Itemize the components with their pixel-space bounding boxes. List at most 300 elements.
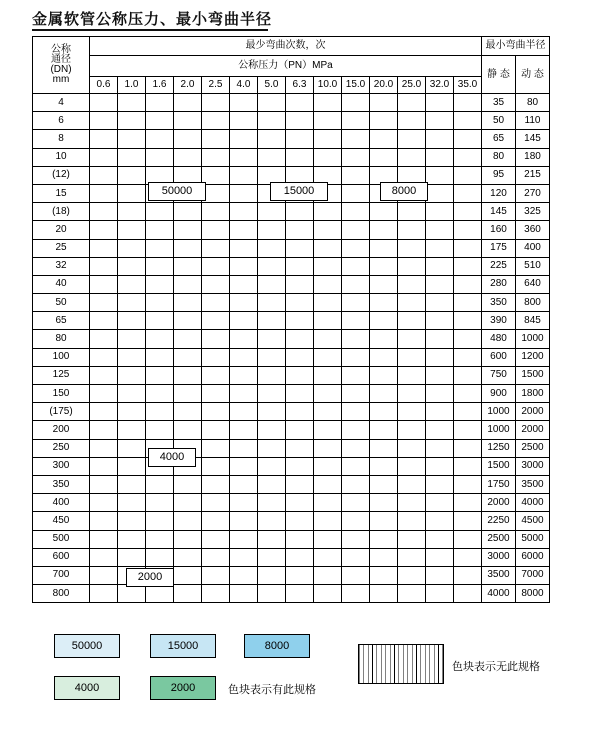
cell-r24-c12 (426, 530, 454, 548)
table-header (33, 37, 550, 94)
cell-r7-c12 (426, 221, 454, 239)
row-dn: 50 (33, 294, 90, 312)
cell-r9-c1 (118, 257, 146, 275)
row-dynamic-radius: 110 (516, 112, 550, 130)
row-dn: 65 (33, 312, 90, 330)
cell-r3-c10 (370, 148, 398, 166)
cell-r25-c10 (370, 548, 398, 566)
cell-r13-c1 (118, 330, 146, 348)
row-dn: (18) (33, 203, 90, 221)
row-static-radius: 1000 (482, 403, 516, 421)
legend-hatch-swatch (358, 644, 444, 684)
cell-r13-c7 (286, 330, 314, 348)
cell-r9-c12 (426, 257, 454, 275)
cell-r27-c7 (286, 585, 314, 603)
header-pn-0: 0.6 (90, 77, 118, 94)
row-static-radius: 95 (482, 166, 516, 184)
cell-r11-c0 (90, 294, 118, 312)
cell-r2-c9 (342, 130, 370, 148)
title-underline (32, 29, 268, 31)
cell-r17-c0 (90, 403, 118, 421)
cell-r10-c1 (118, 275, 146, 293)
cell-r6-c13 (454, 203, 482, 221)
cell-r6-c0 (90, 203, 118, 221)
cell-r1-c8 (314, 112, 342, 130)
row-dynamic-radius: 8000 (516, 585, 550, 603)
cell-r25-c12 (426, 548, 454, 566)
cell-r23-c9 (342, 512, 370, 530)
row-static-radius: 80 (482, 148, 516, 166)
row-dynamic-radius: 3500 (516, 475, 550, 493)
header-pn-2: 1.6 (146, 77, 174, 94)
cell-r27-c11 (398, 585, 426, 603)
cell-r26-c7 (286, 566, 314, 584)
cell-r7-c0 (90, 221, 118, 239)
cell-r22-c9 (342, 494, 370, 512)
legend-swatch-8000: 8000 (244, 634, 310, 658)
cell-r13-c8 (314, 330, 342, 348)
cell-r1-c10 (370, 112, 398, 130)
cell-r16-c1 (118, 385, 146, 403)
cell-r24-c11 (398, 530, 426, 548)
row-static-radius: 65 (482, 130, 516, 148)
table-row (33, 203, 550, 221)
header-row-3 (33, 77, 550, 94)
row-static-radius: 390 (482, 312, 516, 330)
cell-r3-c8 (314, 148, 342, 166)
cell-r17-c13 (454, 403, 482, 421)
cell-r25-c5 (230, 548, 258, 566)
cell-r10-c8 (314, 275, 342, 293)
cell-r21-c6 (258, 475, 286, 493)
cell-r2-c3 (174, 130, 202, 148)
table-row (33, 294, 550, 312)
cell-r7-c1 (118, 221, 146, 239)
row-dynamic-radius: 2500 (516, 439, 550, 457)
header-pn-7: 6.3 (286, 77, 314, 94)
cell-r15-c0 (90, 366, 118, 384)
cell-r15-c5 (230, 366, 258, 384)
cell-r14-c8 (314, 348, 342, 366)
cell-r8-c13 (454, 239, 482, 257)
row-dynamic-radius: 1800 (516, 385, 550, 403)
cell-r6-c11 (398, 203, 426, 221)
row-dn: 20 (33, 221, 90, 239)
cell-r11-c3 (174, 294, 202, 312)
cell-r26-c12 (426, 566, 454, 584)
cell-r18-c10 (370, 421, 398, 439)
cell-r21-c1 (118, 475, 146, 493)
cell-r10-c2 (146, 275, 174, 293)
row-dynamic-radius: 3000 (516, 457, 550, 475)
row-dn: 700 (33, 566, 90, 584)
row-dn: 600 (33, 548, 90, 566)
callout-8000: 8000 (380, 182, 428, 201)
cell-r23-c7 (286, 512, 314, 530)
cell-r3-c5 (230, 148, 258, 166)
table-row (33, 403, 550, 421)
cell-r15-c9 (342, 366, 370, 384)
row-dynamic-radius: 80 (516, 94, 550, 112)
cell-r11-c13 (454, 294, 482, 312)
legend-note-color: 色块表示有此规格 (228, 684, 316, 696)
cell-r14-c7 (286, 348, 314, 366)
header-pn-label: 公称压力（PN）MPa (90, 56, 482, 77)
cell-r4-c9 (342, 166, 370, 184)
row-dn: 25 (33, 239, 90, 257)
row-dynamic-radius: 800 (516, 294, 550, 312)
cell-r12-c11 (398, 312, 426, 330)
cell-r14-c1 (118, 348, 146, 366)
table-row (33, 330, 550, 348)
cell-r14-c13 (454, 348, 482, 366)
row-static-radius: 750 (482, 366, 516, 384)
row-static-radius: 1500 (482, 457, 516, 475)
cell-r8-c5 (230, 239, 258, 257)
cell-r21-c3 (174, 475, 202, 493)
cell-r24-c10 (370, 530, 398, 548)
cell-r8-c2 (146, 239, 174, 257)
cell-r3-c1 (118, 148, 146, 166)
header-pn-11: 25.0 (398, 77, 426, 94)
table-row (33, 457, 550, 475)
row-dynamic-radius: 145 (516, 130, 550, 148)
legend-swatch-15000: 15000 (150, 634, 216, 658)
cell-r8-c1 (118, 239, 146, 257)
cell-r25-c11 (398, 548, 426, 566)
cell-r3-c9 (342, 148, 370, 166)
cell-r4-c13 (454, 166, 482, 184)
cell-r13-c4 (202, 330, 230, 348)
cell-r3-c6 (258, 148, 286, 166)
cell-r11-c10 (370, 294, 398, 312)
row-dn: 200 (33, 421, 90, 439)
cell-r3-c7 (286, 148, 314, 166)
header-pn-10: 20.0 (370, 77, 398, 94)
cell-r5-c5 (230, 184, 258, 202)
cell-r21-c13 (454, 475, 482, 493)
table-row (33, 112, 550, 130)
row-dynamic-radius: 325 (516, 203, 550, 221)
row-static-radius: 4000 (482, 585, 516, 603)
cell-r18-c12 (426, 421, 454, 439)
cell-r27-c3 (174, 585, 202, 603)
cell-r20-c0 (90, 457, 118, 475)
row-dn: 10 (33, 148, 90, 166)
cell-r16-c6 (258, 385, 286, 403)
header-dn (33, 37, 90, 94)
cell-r12-c3 (174, 312, 202, 330)
cell-r2-c10 (370, 130, 398, 148)
cell-r24-c3 (174, 530, 202, 548)
cell-r24-c2 (146, 530, 174, 548)
cell-r10-c12 (426, 275, 454, 293)
cell-r27-c4 (202, 585, 230, 603)
cell-r11-c6 (258, 294, 286, 312)
legend (32, 634, 568, 714)
cell-r9-c3 (174, 257, 202, 275)
cell-r14-c0 (90, 348, 118, 366)
cell-r22-c6 (258, 494, 286, 512)
cell-r20-c8 (314, 457, 342, 475)
cell-r7-c3 (174, 221, 202, 239)
row-static-radius: 3000 (482, 548, 516, 566)
row-dynamic-radius: 4500 (516, 512, 550, 530)
cell-r23-c5 (230, 512, 258, 530)
cell-r25-c13 (454, 548, 482, 566)
cell-r3-c2 (146, 148, 174, 166)
row-dynamic-radius: 180 (516, 148, 550, 166)
cell-r16-c4 (202, 385, 230, 403)
cell-r10-c9 (342, 275, 370, 293)
cell-r17-c11 (398, 403, 426, 421)
cell-r19-c5 (230, 439, 258, 457)
cell-r1-c0 (90, 112, 118, 130)
cell-r23-c0 (90, 512, 118, 530)
table-row (33, 94, 550, 112)
table-row (33, 275, 550, 293)
cell-r26-c3 (174, 566, 202, 584)
row-dynamic-radius: 215 (516, 166, 550, 184)
cell-r27-c6 (258, 585, 286, 603)
table-row (33, 385, 550, 403)
cell-r11-c5 (230, 294, 258, 312)
cell-r18-c8 (314, 421, 342, 439)
row-dn: 400 (33, 494, 90, 512)
cell-r18-c13 (454, 421, 482, 439)
row-dynamic-radius: 5000 (516, 530, 550, 548)
cell-r13-c3 (174, 330, 202, 348)
spec-table (32, 36, 550, 603)
cell-r7-c2 (146, 221, 174, 239)
cell-r14-c9 (342, 348, 370, 366)
row-dn: 800 (33, 585, 90, 603)
cell-r10-c10 (370, 275, 398, 293)
cell-r6-c4 (202, 203, 230, 221)
cell-r23-c11 (398, 512, 426, 530)
cell-r9-c6 (258, 257, 286, 275)
cell-r13-c2 (146, 330, 174, 348)
header-pn-1: 1.0 (118, 77, 146, 94)
cell-r16-c11 (398, 385, 426, 403)
cell-r16-c10 (370, 385, 398, 403)
row-dn: 80 (33, 330, 90, 348)
cell-r6-c10 (370, 203, 398, 221)
callout-50000: 50000 (148, 182, 206, 201)
cell-r9-c9 (342, 257, 370, 275)
cell-r21-c8 (314, 475, 342, 493)
cell-r4-c12 (426, 166, 454, 184)
cell-r6-c7 (286, 203, 314, 221)
cell-r23-c8 (314, 512, 342, 530)
row-dn: 150 (33, 385, 90, 403)
cell-r2-c4 (202, 130, 230, 148)
cell-r17-c8 (314, 403, 342, 421)
cell-r1-c12 (426, 112, 454, 130)
cell-r16-c7 (286, 385, 314, 403)
cell-r23-c10 (370, 512, 398, 530)
cell-r6-c6 (258, 203, 286, 221)
row-dynamic-radius: 845 (516, 312, 550, 330)
cell-r23-c6 (258, 512, 286, 530)
cell-r20-c1 (118, 457, 146, 475)
row-static-radius: 175 (482, 239, 516, 257)
row-dn: 500 (33, 530, 90, 548)
cell-r27-c5 (230, 585, 258, 603)
cell-r1-c4 (202, 112, 230, 130)
cell-r17-c2 (146, 403, 174, 421)
cell-r13-c0 (90, 330, 118, 348)
cell-r15-c8 (314, 366, 342, 384)
cell-r9-c4 (202, 257, 230, 275)
cell-r1-c9 (342, 112, 370, 130)
cell-r13-c6 (258, 330, 286, 348)
cell-r12-c8 (314, 312, 342, 330)
row-static-radius: 1000 (482, 421, 516, 439)
table-row (33, 130, 550, 148)
cell-r8-c12 (426, 239, 454, 257)
cell-r9-c10 (370, 257, 398, 275)
legend-swatch-4000: 4000 (54, 676, 120, 700)
cell-r27-c8 (314, 585, 342, 603)
cell-r27-c13 (454, 585, 482, 603)
cell-r24-c8 (314, 530, 342, 548)
cell-r26-c9 (342, 566, 370, 584)
cell-r24-c0 (90, 530, 118, 548)
cell-r26-c5 (230, 566, 258, 584)
cell-r23-c1 (118, 512, 146, 530)
cell-r16-c0 (90, 385, 118, 403)
cell-r7-c9 (342, 221, 370, 239)
header-min-radius: 最小弯曲半径 (482, 37, 550, 56)
cell-r7-c6 (258, 221, 286, 239)
cell-r20-c6 (258, 457, 286, 475)
cell-r15-c3 (174, 366, 202, 384)
row-dynamic-radius: 2000 (516, 403, 550, 421)
cell-r17-c5 (230, 403, 258, 421)
cell-r2-c2 (146, 130, 174, 148)
cell-r6-c8 (314, 203, 342, 221)
cell-r19-c7 (286, 439, 314, 457)
cell-r0-c1 (118, 94, 146, 112)
cell-r4-c1 (118, 166, 146, 184)
cell-r16-c8 (314, 385, 342, 403)
header-pn-13: 35.0 (454, 77, 482, 94)
cell-r22-c12 (426, 494, 454, 512)
cell-r11-c2 (146, 294, 174, 312)
cell-r10-c4 (202, 275, 230, 293)
cell-r21-c5 (230, 475, 258, 493)
cell-r6-c5 (230, 203, 258, 221)
table-row (33, 366, 550, 384)
cell-r15-c4 (202, 366, 230, 384)
cell-r18-c9 (342, 421, 370, 439)
table-row (33, 475, 550, 493)
cell-r4-c0 (90, 166, 118, 184)
cell-r12-c0 (90, 312, 118, 330)
cell-r7-c11 (398, 221, 426, 239)
header-bend-times: 最少弯曲次数，次 (90, 37, 482, 56)
cell-r8-c8 (314, 239, 342, 257)
cell-r27-c12 (426, 585, 454, 603)
cell-r15-c2 (146, 366, 174, 384)
cell-r11-c12 (426, 294, 454, 312)
cell-r12-c7 (286, 312, 314, 330)
cell-r0-c11 (398, 94, 426, 112)
cell-r6-c12 (426, 203, 454, 221)
cell-r19-c8 (314, 439, 342, 457)
cell-r2-c12 (426, 130, 454, 148)
row-static-radius: 900 (482, 385, 516, 403)
cell-r10-c3 (174, 275, 202, 293)
cell-r22-c3 (174, 494, 202, 512)
row-static-radius: 160 (482, 221, 516, 239)
cell-r0-c5 (230, 94, 258, 112)
cell-r11-c11 (398, 294, 426, 312)
cell-r1-c6 (258, 112, 286, 130)
legend-note-hatch: 色块表示无此规格 (452, 661, 540, 673)
cell-r2-c6 (258, 130, 286, 148)
cell-r9-c2 (146, 257, 174, 275)
cell-r17-c6 (258, 403, 286, 421)
cell-r7-c7 (286, 221, 314, 239)
row-dn: 32 (33, 257, 90, 275)
cell-r22-c13 (454, 494, 482, 512)
table-row (33, 512, 550, 530)
cell-r12-c1 (118, 312, 146, 330)
header-static: 静 态 (482, 56, 516, 94)
row-static-radius: 2250 (482, 512, 516, 530)
cell-r9-c13 (454, 257, 482, 275)
cell-r25-c6 (258, 548, 286, 566)
cell-r6-c3 (174, 203, 202, 221)
cell-r17-c1 (118, 403, 146, 421)
row-static-radius: 600 (482, 348, 516, 366)
cell-r20-c12 (426, 457, 454, 475)
cell-r12-c4 (202, 312, 230, 330)
cell-r26-c8 (314, 566, 342, 584)
cell-r19-c11 (398, 439, 426, 457)
row-static-radius: 3500 (482, 566, 516, 584)
header-pn-6: 5.0 (258, 77, 286, 94)
cell-r16-c12 (426, 385, 454, 403)
row-dn: 40 (33, 275, 90, 293)
row-dn: 250 (33, 439, 90, 457)
cell-r26-c4 (202, 566, 230, 584)
cell-r0-c12 (426, 94, 454, 112)
cell-r8-c11 (398, 239, 426, 257)
cell-r4-c5 (230, 166, 258, 184)
row-dn: 15 (33, 184, 90, 202)
cell-r24-c13 (454, 530, 482, 548)
row-dynamic-radius: 400 (516, 239, 550, 257)
header-dn-line-2: (DN) (50, 64, 72, 75)
cell-r21-c4 (202, 475, 230, 493)
cell-r0-c7 (286, 94, 314, 112)
cell-r23-c12 (426, 512, 454, 530)
cell-r18-c7 (286, 421, 314, 439)
cell-r18-c3 (174, 421, 202, 439)
table-row (33, 494, 550, 512)
cell-r8-c10 (370, 239, 398, 257)
cell-r24-c4 (202, 530, 230, 548)
header-pn-3: 2.0 (174, 77, 202, 94)
cell-r17-c12 (426, 403, 454, 421)
cell-r24-c5 (230, 530, 258, 548)
cell-r22-c2 (146, 494, 174, 512)
table-row (33, 348, 550, 366)
cell-r17-c9 (342, 403, 370, 421)
